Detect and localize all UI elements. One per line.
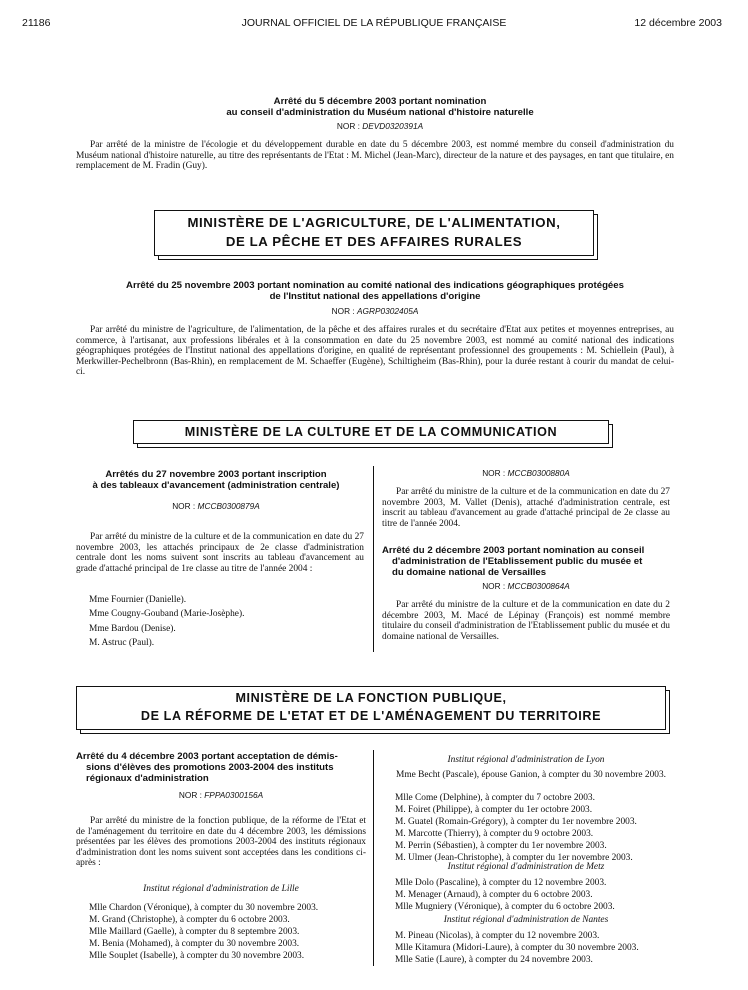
list-item: M. Grand (Christophe), à compter du 6 octobre 2003. bbox=[89, 915, 290, 925]
nor-code: MCCB0300880A bbox=[507, 468, 570, 478]
nor-label: NOR : bbox=[331, 306, 357, 316]
section2-title bbox=[60, 280, 690, 302]
nantes-list bbox=[395, 930, 675, 966]
nor-code: DEVD0320391A bbox=[362, 121, 424, 131]
list-item: Mlle Dolo (Pascaline), à compter du 12 novembre 2003. bbox=[395, 878, 607, 888]
nor-code: AGRP0302405A bbox=[357, 306, 419, 316]
list-item: Mme Cougny-Gouband (Marie-Josèphe). bbox=[89, 609, 245, 620]
nor-label: NOR : bbox=[482, 468, 508, 478]
list-item: M. Menager (Arnaud), à compter du 6 octobre 2003. bbox=[395, 890, 593, 900]
culture-right-title2-line1: Arrêté du 2 décembre 2003 portant nomination au conseil bbox=[382, 545, 645, 556]
list-item: Mlle Chardon (Véronique), à compter du 30 novembre 2003. bbox=[89, 903, 319, 913]
ministry-fonction-box bbox=[76, 686, 666, 730]
lille-heading: Institut régional d'administration de Lille bbox=[143, 884, 299, 894]
list-item: Mlle Come (Delphine), à compter du 7 octobre 2003. bbox=[395, 793, 595, 803]
section1-title bbox=[60, 96, 700, 118]
list-item: M. Astruc (Paul). bbox=[89, 637, 155, 648]
nor-label: NOR : bbox=[172, 501, 198, 511]
section2-nor bbox=[60, 306, 690, 316]
list-item: M. Marcotte (Thierry), à compter du 9 octobre 2003. bbox=[395, 829, 594, 839]
ministry-culture-heading: MINISTÈRE DE LA CULTURE ET DE LA COMMUNICATION bbox=[133, 420, 609, 444]
list-item: M. Pineau (Nicolas), à compter du 12 novembre 2003. bbox=[395, 931, 600, 941]
fonction-left-title bbox=[76, 752, 366, 784]
section1-nor bbox=[60, 121, 700, 131]
list-item: Mlle Mugniery (Véronique), à compter du 6 octobre 2003. bbox=[395, 902, 615, 912]
list-item: Mlle Kitamura (Midori-Laure), à compter du 30 novembre 2003. bbox=[395, 943, 639, 953]
ministry-agriculture-line1: MINISTÈRE DE L'AGRICULTURE, DE L'ALIMENTATION, bbox=[187, 215, 561, 230]
culture-right-nor2 bbox=[382, 581, 670, 591]
culture-right-title2-line2: d'administration de l'Etablissement public du musée et bbox=[392, 555, 643, 567]
list-item: Mme Fournier (Danielle). bbox=[89, 595, 187, 605]
section2-body: Par arrêté du ministre de l'agriculture, de l'alimentation, de la pêche et des affaires rurales et du secrétaire d'Etat aux petites et moyennes entreprises, au commerce, à l'artisanat, aux professions libérales et à la consommation en date du 25 novembre 2003, est nommé au comité national des indications géographiques protégées de l'Institut national des appellations d'origine, en qualité de représentant professionnel des groupements : M. Schiellein (Paul), à Merkwiller-Pechelbronn (Bas-Rhin), en remplacement de M. Schaeffer (Eugène), Schiltigheim (Bas-Rhin), pour la durée restant à courir du mandat de celui-ci. bbox=[76, 325, 674, 378]
culture-left-title-line2: à des tableaux d'avancement (administration centrale) bbox=[92, 479, 340, 491]
nor-code: MCCB0300864A bbox=[507, 581, 570, 591]
culture-right-body1: Par arrêté du ministre de la culture et de la communication en date du 27 novembre 2003, M. Vallet (Denis), attaché d'administration centrale, est inscrit au tableau d'avancement au grade d'attaché principal de 2e classe au titre de l'année 2004. bbox=[382, 487, 670, 529]
ministry-fonction-line2: DE LA RÉFORME DE L'ETAT ET DE L'AMÉNAGEMENT DU TERRITOIRE bbox=[140, 709, 602, 723]
lyon-heading: Institut régional d'administration de Lyon bbox=[447, 755, 605, 765]
culture-left-nor bbox=[76, 501, 356, 511]
page-number: 21186 bbox=[22, 17, 51, 29]
list-item: M. Ulmer (Jean-Christophe), à compter du 1er novembre 2003. bbox=[395, 853, 633, 863]
list-item: Mlle Maillard (Gaelle), à compter du 8 septembre 2003. bbox=[89, 927, 300, 937]
metz-heading: Institut régional d'administration de Metz bbox=[447, 862, 605, 872]
culture-left-title bbox=[76, 470, 356, 492]
culture-left-names bbox=[89, 593, 359, 650]
culture-right-nor1 bbox=[382, 468, 670, 478]
list-item: M. Benia (Mohamed), à compter du 30 novembre 2003. bbox=[89, 939, 300, 949]
nor-label: NOR : bbox=[336, 121, 363, 131]
culture-right-title2-line3: du domaine national de Versailles bbox=[392, 566, 547, 578]
culture-left-title-line1: Arrêtés du 27 novembre 2003 portant inscription bbox=[105, 469, 327, 480]
issue-date: 12 décembre 2003 bbox=[634, 17, 722, 29]
section2-title-line1: Arrêté du 25 novembre 2003 portant nomination au comité national des indications géographiques protégées bbox=[126, 280, 624, 291]
fonction-left-title-line1: Arrêté du 4 décembre 2003 portant acceptation de démis- bbox=[76, 751, 338, 762]
ministry-agriculture-heading bbox=[154, 210, 594, 256]
lyon-first: Mme Becht (Pascale), épouse Ganion, à compter du 30 novembre 2003. bbox=[396, 770, 666, 780]
culture-right-body2: Par arrêté du ministre de la culture et de la communication en date du 2 décembre 2003, M. Macé de Lépinay (François) est nommé membre titulaire du conseil d'administration de l'Etablissement public du musée et du domaine national de Versailles. bbox=[382, 600, 670, 642]
nor-label: NOR : bbox=[482, 581, 508, 591]
section1-title-line1: Arrêté du 5 décembre 2003 portant nomination bbox=[273, 96, 487, 107]
column-divider bbox=[373, 466, 374, 652]
fonction-left-title-line2: sions d'élèves des promotions 2003-2004 des instituts bbox=[86, 761, 334, 773]
list-item: Mlle Satie (Laure), à compter du 24 novembre 2003. bbox=[395, 955, 593, 965]
ministry-culture-box bbox=[133, 420, 609, 444]
section1-body: Par arrêté de la ministre de l'écologie et du développement durable en date du 5 décembre 2003, est nommé membre du conseil d'administration du Muséum national d'histoire naturelle, au titre des représentants de l'Etat : M. Michel (Jean-Marc), directeur de la nature et des paysages, en tant que titulaire, en remplacement de M. Fradin (Guy). bbox=[76, 140, 674, 172]
nantes-heading: Institut régional d'administration de Nantes bbox=[443, 915, 609, 925]
list-item: M. Foiret (Philippe), à compter du 1er octobre 2003. bbox=[395, 805, 593, 815]
fonction-left-nor bbox=[76, 790, 366, 800]
ministry-agriculture-line2: DE LA PÊCHE ET DES AFFAIRES RURALES bbox=[225, 234, 523, 249]
metz-list bbox=[395, 877, 675, 913]
nor-code: MCCB0300879A bbox=[197, 501, 260, 511]
nor-code: FPPA0300156A bbox=[204, 790, 264, 800]
ministry-fonction-line1: MINISTÈRE DE LA FONCTION PUBLIQUE, bbox=[235, 691, 507, 705]
section2-title-line2: de l'Institut national des appellations d'origine bbox=[269, 291, 481, 302]
list-item: M. Guatel (Romain-Grégory), à compter du 1er novembre 2003. bbox=[395, 817, 637, 827]
list-item: Mlle Souplet (Isabelle), à compter du 30 novembre 2003. bbox=[89, 951, 305, 961]
section1-title-line2: au conseil d'administration du Muséum national d'histoire naturelle bbox=[226, 107, 534, 118]
culture-right-title2 bbox=[382, 546, 672, 578]
lille-list bbox=[89, 902, 369, 962]
list-item: M. Perrin (Sébastien), à compter du 1er novembre 2003. bbox=[395, 841, 607, 851]
nor-label: NOR : bbox=[178, 790, 205, 800]
fonction-left-title-line3: régionaux d'administration bbox=[86, 772, 209, 784]
column-divider bbox=[373, 750, 374, 966]
ministry-fonction-heading bbox=[76, 686, 666, 730]
ministry-agriculture-box bbox=[154, 210, 594, 256]
fonction-left-body: Par arrêté du ministre de la fonction publique, de la réforme de l'Etat et de l'aménagement du territoire en date du 4 décembre 2003, les démissions présentées par les élèves des promotions 2003-2004 des instituts régionaux d'administration dont les noms suivent sont acceptées dans les conditions ci-après : bbox=[76, 816, 366, 869]
culture-left-body: Par arrêté du ministre de la culture et de la communication en date du 27 novembre 2003, les attachés principaux de 2e classe d'administration centrale dont les noms suivent sont inscrits au tableau d'avancement au grade d'attaché principal de 1re classe au titre de l'année 2004 : bbox=[76, 532, 364, 574]
journal-title: JOURNAL OFFICIEL DE LA RÉPUBLIQUE FRANÇAISE bbox=[241, 17, 507, 29]
list-item: Mme Bardou (Denise). bbox=[89, 623, 176, 634]
lyon-list bbox=[395, 792, 675, 864]
